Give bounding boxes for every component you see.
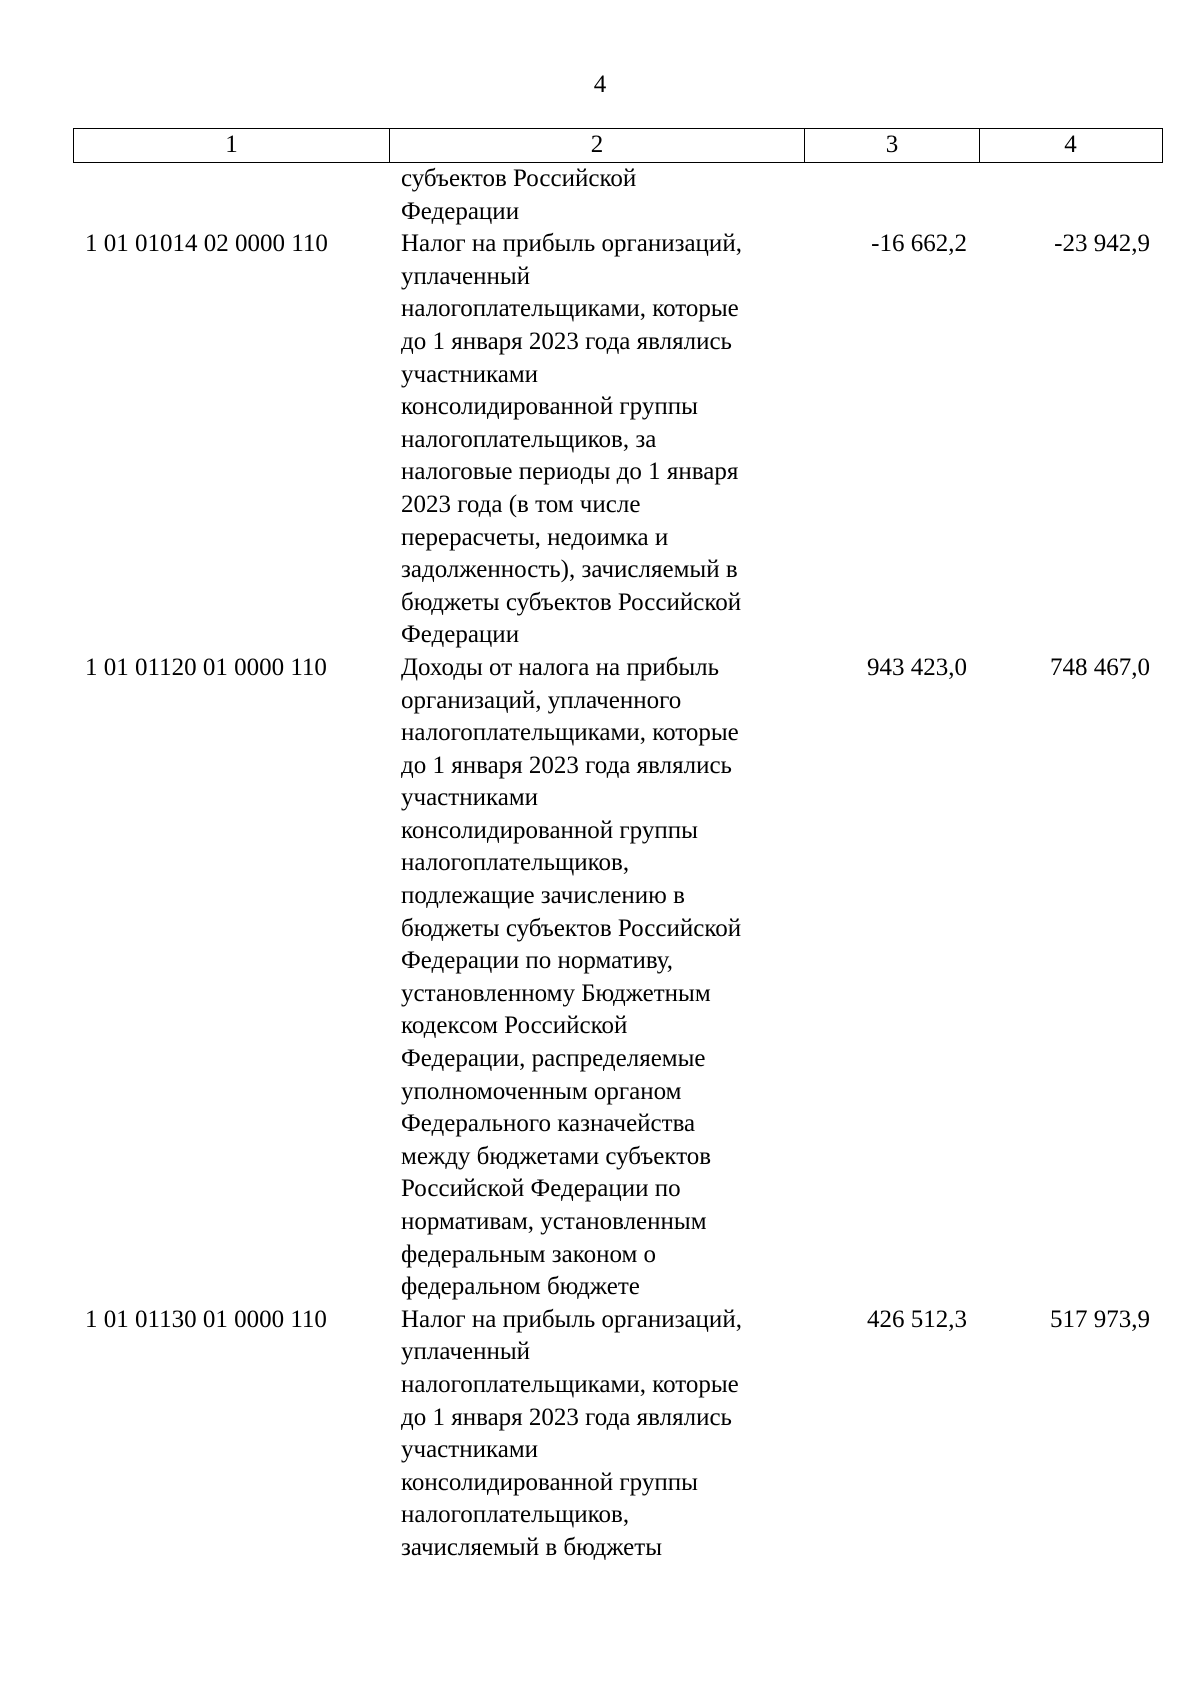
description-line: между бюджетами субъектов [401,1142,712,1170]
description-line: налогоплательщиков, [401,849,630,877]
description-line: кодексом Российской [401,1012,628,1040]
revenue-description [389,163,804,228]
description-line: уплаченный [401,1338,531,1366]
column-header-2: 2 [390,129,805,162]
revenue-description [389,228,804,652]
budget-classification-code [73,163,389,228]
amount-column-4 [979,163,1160,228]
description-line: налогоплательщиков, за [401,425,657,453]
description-line: задолженность), зачисляемый в [401,556,738,584]
description-line: налогоплательщиками, которые [401,295,739,323]
amount-column-3 [804,163,979,228]
description-line: Российской Федерации по [401,1175,681,1203]
page-number: 4 [593,71,607,98]
description-line: уплаченный [401,262,531,290]
amount-column-3: -16 662,2 [871,230,967,258]
description-line: Налог на прибыль организаций, [401,230,742,258]
description-line: Федерации по нормативу, [401,947,674,975]
column-header-4: 4 [1064,131,1077,158]
description-line: Доходы от налога на прибыль [401,653,720,681]
description-line: организаций, уплаченного [401,686,682,714]
description-line: федеральном бюджете [401,1273,640,1301]
description-line: налоговые периоды до 1 января [401,458,739,486]
amount-column-4: 517 973,9 [1050,1305,1150,1333]
description-line: Федерального казначейства [401,1110,696,1138]
table-row [73,163,1163,228]
description-line: бюджеты субъектов Российской [401,588,742,616]
description-line: консолидированной группы [401,816,698,844]
description-line: консолидированной группы [401,393,698,421]
amount-column-3: 426 512,3 [867,1305,967,1333]
description-line: уполномоченным органом [401,1077,682,1105]
description-line: Федерации [401,197,520,225]
description-line: налогоплательщиков, [401,1501,630,1529]
description-line: подлежащие зачислению в [401,882,685,910]
amount-column-4: 748 467,0 [1050,653,1150,681]
amount-column-4: -23 942,9 [1054,230,1150,258]
description-line: 2023 года (в том числе [401,490,641,518]
description-line: налогоплательщиками, которые [401,719,739,747]
description-line: установленному Бюджетным [401,979,711,1007]
description-line: участниками [401,784,539,812]
table-row [73,228,1163,652]
description-line: консолидированной группы [401,1468,698,1496]
description-line: бюджеты субъектов Российской [401,914,742,942]
description-line: до 1 января 2023 года являлись [401,1403,732,1431]
table-header [73,128,1163,163]
description-line: участниками [401,360,539,388]
description-line: участниками [401,1436,539,1464]
table-row [73,1304,1163,1565]
budget-classification-code: 1 01 01014 02 0000 110 [85,230,328,258]
budget-classification-code: 1 01 01120 01 0000 110 [85,653,327,681]
table-row [73,652,1163,1304]
revenue-description [389,1304,804,1565]
description-line: до 1 января 2023 года являлись [401,327,732,355]
description-line: нормативам, установленным [401,1208,707,1235]
description-line: федеральным законом о [401,1240,657,1268]
column-header-1: 1 [74,129,390,162]
description-line: зачисляемый в бюджеты [401,1533,662,1561]
description-line: перерасчеты, недоимка и [401,523,669,551]
amount-column-3: 943 423,0 [867,653,967,681]
revenue-description [389,652,804,1304]
description-line: налогоплательщиками, которые [401,1370,739,1398]
table-body [73,163,1163,1565]
description-line: Федерации, распределяемые [401,1045,706,1073]
description-line: Федерации [401,621,520,649]
column-header-3: 3 [805,129,980,162]
description-line: до 1 января 2023 года являлись [401,751,732,779]
budget-classification-code: 1 01 01130 01 0000 110 [85,1305,327,1333]
description-line: субъектов Российской [401,165,637,192]
description-line: Налог на прибыль организаций, [401,1305,742,1333]
